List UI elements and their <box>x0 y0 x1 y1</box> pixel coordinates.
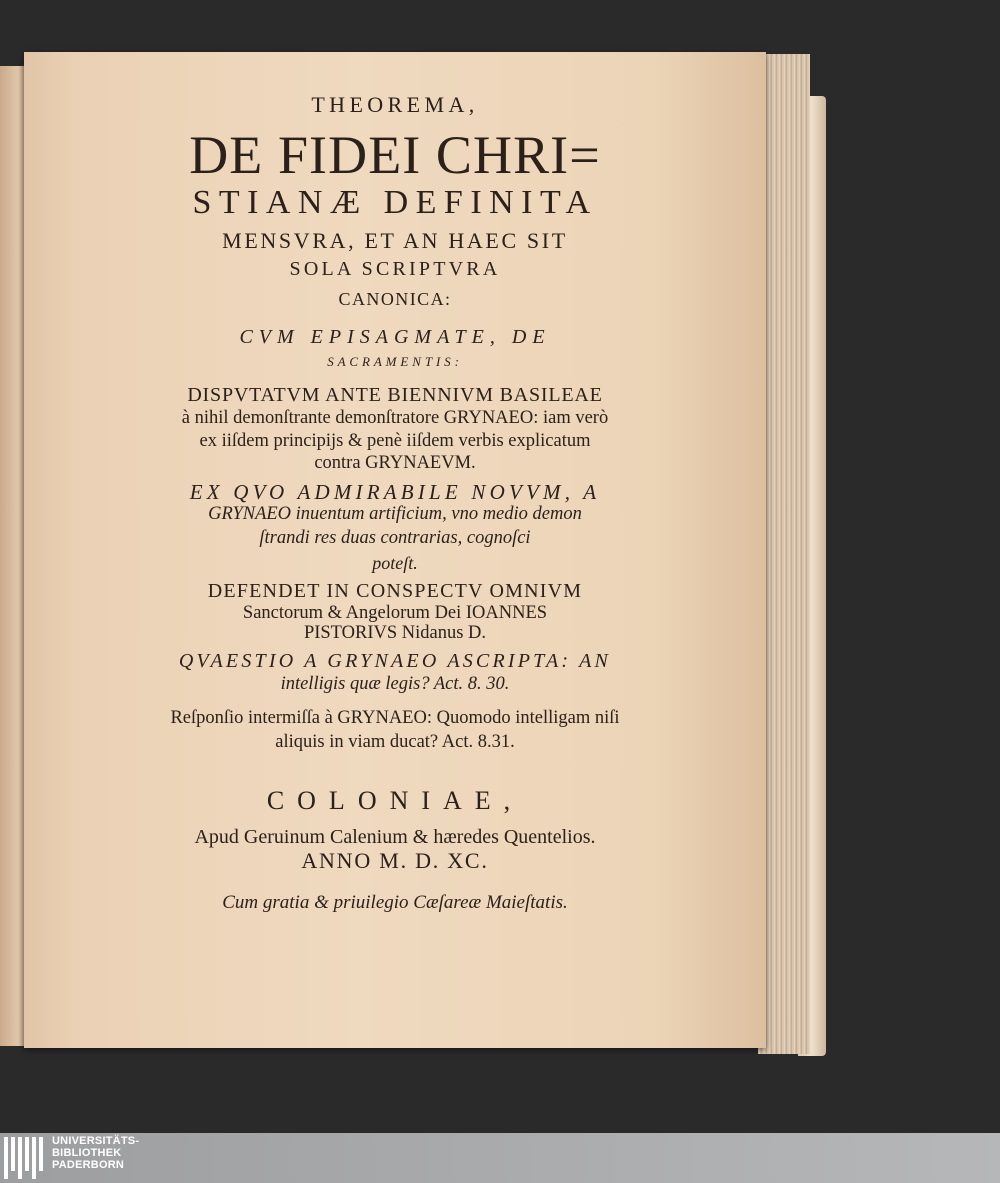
subtitle-line-2: SACRAMENTIS: <box>327 354 463 369</box>
disputatum-line-1: à nihil demonſtrante demonſtratore GRYNAEO: iam verò <box>181 408 609 428</box>
title-line-4: SOLA SCRIPTVRA <box>289 258 501 280</box>
library-name <box>52 1135 139 1171</box>
exquo-line-3: poteſt. <box>372 553 418 573</box>
defendet-line-1: Sanctorum & Angelorum Dei IOANNES <box>242 603 548 623</box>
disputatum-heading: DISPVTATVM ANTE BIENNIVM BASILEAE <box>187 384 603 406</box>
title-line-2: STIANÆ DEFINITA <box>192 184 598 221</box>
exquo-line-2: ſtrandi res duas contrarias, cognoſci <box>259 528 531 548</box>
privilege-line: Cum gratia & priuilegio Cæſareæ Maieſtatis. <box>222 892 568 913</box>
subtitle-line-1: CVM EPISAGMATE, DE <box>239 326 551 348</box>
quaestio-heading: QVAESTIO A GRYNAEO ASCRIPTA: AN <box>178 650 612 672</box>
exquo-line-1: GRYNAEO inuentum artificium, vno medio demon <box>208 504 582 524</box>
library-name-line-1: UNIVERSITÄTS- <box>52 1135 140 1147</box>
responsio-line-1: Reſponſio intermiſſa à GRYNAEO: Quomodo intelligam niſi <box>170 708 620 728</box>
library-logo-icon <box>4 1137 44 1179</box>
imprint-printer: Apud Geruinum Calenium & hæredes Quentelios. <box>194 826 596 848</box>
title-line-3: MENSVRA, ET AN HAEC SIT <box>222 228 568 253</box>
library-name-line-3: PADERBORN <box>52 1159 125 1171</box>
title-line-5: CANONICA: <box>338 289 452 309</box>
imprint-year: ANNO M. D. XC. <box>301 848 489 873</box>
disputatum-line-2: ex iiſdem principijs & penè iiſdem verbis explicatum <box>199 431 591 451</box>
imprint-place: COLONIAE, <box>266 786 524 815</box>
defendet-line-2: PISTORIVS Nidanus D. <box>303 623 487 643</box>
responsio-line-2: aliquis in viam ducat? Act. 8.31. <box>275 732 515 752</box>
left-page-edge <box>0 66 26 1046</box>
title-theorema: THEOREMA, <box>311 92 479 117</box>
library-name-line-2: BIBLIOTHEK <box>52 1147 122 1159</box>
title-line-1: DE FIDEI CHRI= <box>189 125 601 185</box>
disputatum-line-3: contra GRYNAEVM. <box>314 453 476 473</box>
library-footer <box>0 1133 1000 1183</box>
quaestio-line: intelligis quæ legis? Act. 8. 30. <box>280 674 510 694</box>
defendet-heading: DEFENDET IN CONSPECTV OMNIVM <box>207 580 583 602</box>
exquo-heading: EX QVO ADMIRABILE NOVVM, A <box>189 480 601 504</box>
